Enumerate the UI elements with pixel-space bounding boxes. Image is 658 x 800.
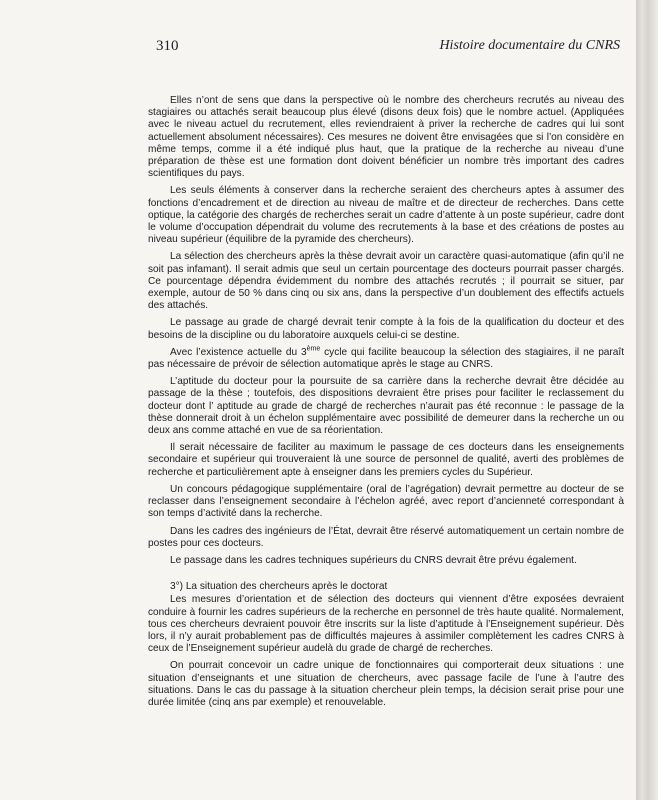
- running-title: Histoire documentaire du CNRS: [439, 38, 620, 53]
- paragraph: Les seuls éléments à conserver dans la recherche seraient des chercheurs aptes à assumer des fonctions d’encadrement et de direction au niveau de maître et de directeur de recherches. Dans cette optique, la catégorie des chargés de recherches serait un cadre d’attente à un poste supérieur, cadre dont le volume d’occupation dépendrait du volume des recrutements à la base et des créations de postes au niveau supérieur (équilibre de la pyramide des chercheurs).: [148, 185, 624, 246]
- paragraph: Le passage au grade de chargé devrait tenir compte à la fois de la qualification du docteur et des besoins de la discipline ou du laboratoire auxquels celui-ci se destine.: [148, 317, 624, 341]
- superscript: ème: [306, 345, 321, 353]
- text-run: cycle qui facilite beaucoup la sélection des stagiaires, il ne paraît pas nécessaire de prévoir de sélection automatique après le stage au CNRS.: [148, 346, 625, 371]
- text-run: Avec l’existence actuelle du 3: [170, 346, 307, 358]
- paragraph-third-cycle: [148, 347, 624, 371]
- paragraph: La sélection des chercheurs après la thèse devrait avoir un caractère quasi-automatique (afin qu’il ne soit pas infamant). Il serait admis que seul un certain pourcentage des docteurs pourrait passer chargés. Ce pourcentage dépendra évidemment du nombre des attachés recrutés ; il pourrait se situer, par exemple, autour de 50 % dans cinq ou six ans, dans la perspective d’un doublement des effectifs actuels des attachés.: [148, 251, 624, 312]
- paragraph: Un concours pédagogique supplémentaire (oral de l’agrégation) devrait permettre au docteur de se reclasser dans l’enseignement secondaire à l’échelon agréé, avec report d’ancienneté correspondant à son temps d’activité dans la recherche.: [148, 483, 624, 520]
- body-text: [148, 95, 624, 714]
- paragraph: Dans les cadres des ingénieurs de l’État, devrait être réservé automatiquement un certain nombre de postes pour ces docteurs.: [148, 525, 624, 549]
- paragraph: Les mesures d’orientation et de sélection des docteurs qui viennent d’être exposées devraient conduire à fournir les cadres supérieurs de la recherche en personnel de très haute qualité. Normalement, tous ces chercheurs devraient pouvoir être inscrits sur la liste d’aptitude à l’Enseignement supérieur. Dès lors, il n’y aurait probablement pas de difficultés majeures à assimiler complètement les cadres CNRS à ceux de l’Enseignement supérieur audelà du grade de chargé de recherches.: [148, 594, 624, 655]
- page-number: 310: [156, 38, 179, 54]
- paragraph: Le passage dans les cadres techniques supérieurs du CNRS devrait être prévu également.: [170, 554, 577, 566]
- page-stack-edge: [636, 0, 658, 800]
- paragraph: On pourrait concevoir un cadre unique de fonctionnaires qui comporterait deux situations : une situation d’enseignants et une situation de chercheurs, avec passage facile de l’une à l’autre des situations. Dans le cas du passage à la situation chercheur plein temps, la décision serait prise pour une durée limitée (cinq ans par exemple) et renouvelable.: [148, 660, 624, 708]
- section-heading: 3°) La situation des chercheurs après le doctorat: [170, 581, 388, 593]
- page-header: [156, 38, 626, 58]
- paragraph: Il serait nécessaire de faciliter au maximum le passage de ces docteurs dans les enseignements secondaire et supérieur qui trouveraient là une source de personnel de qualité, averti des problèmes de recherche et particulièrement apte à enseigner dans les premiers cycles du Supérieur.: [148, 442, 624, 478]
- paragraph: L’aptitude du docteur pour la poursuite de sa carrière dans la recherche devrait être décidée au passage de la thèse ; toutefois, des dispositions devraient être prises pour faciliter le reclassement du docteur dont l’ aptitude au grade de chargé de recherches n’aurait pas été reconnue : le passage de la thèse donnerait droit à un échelon supplémentaire avec possibilité de demeurer dans la recherche un ou deux ans comme attaché en vue de sa réorientation.: [148, 376, 624, 437]
- paragraph: Elles n’ont de sens que dans la perspective où le nombre des chercheurs recrutés au niveau des stagiaires ou attachés serait beaucoup plus élevé (disons deux fois) que le nombre actuel. (Appliquées avec le niveau actuel du recrutement, elles reviendraient à priver la recherche de cadres qui lui sont actuellement absolument nécessaires). Ces mesures ne doivent être envisagées que si l’on considère en même temps, comme il a été indiqué plus haut, que la pratique de la recherche au niveau d’une préparation de thèse est une formation dont doivent bénéficier un nombre très important des cadres scientifiques du pays.: [148, 95, 624, 180]
